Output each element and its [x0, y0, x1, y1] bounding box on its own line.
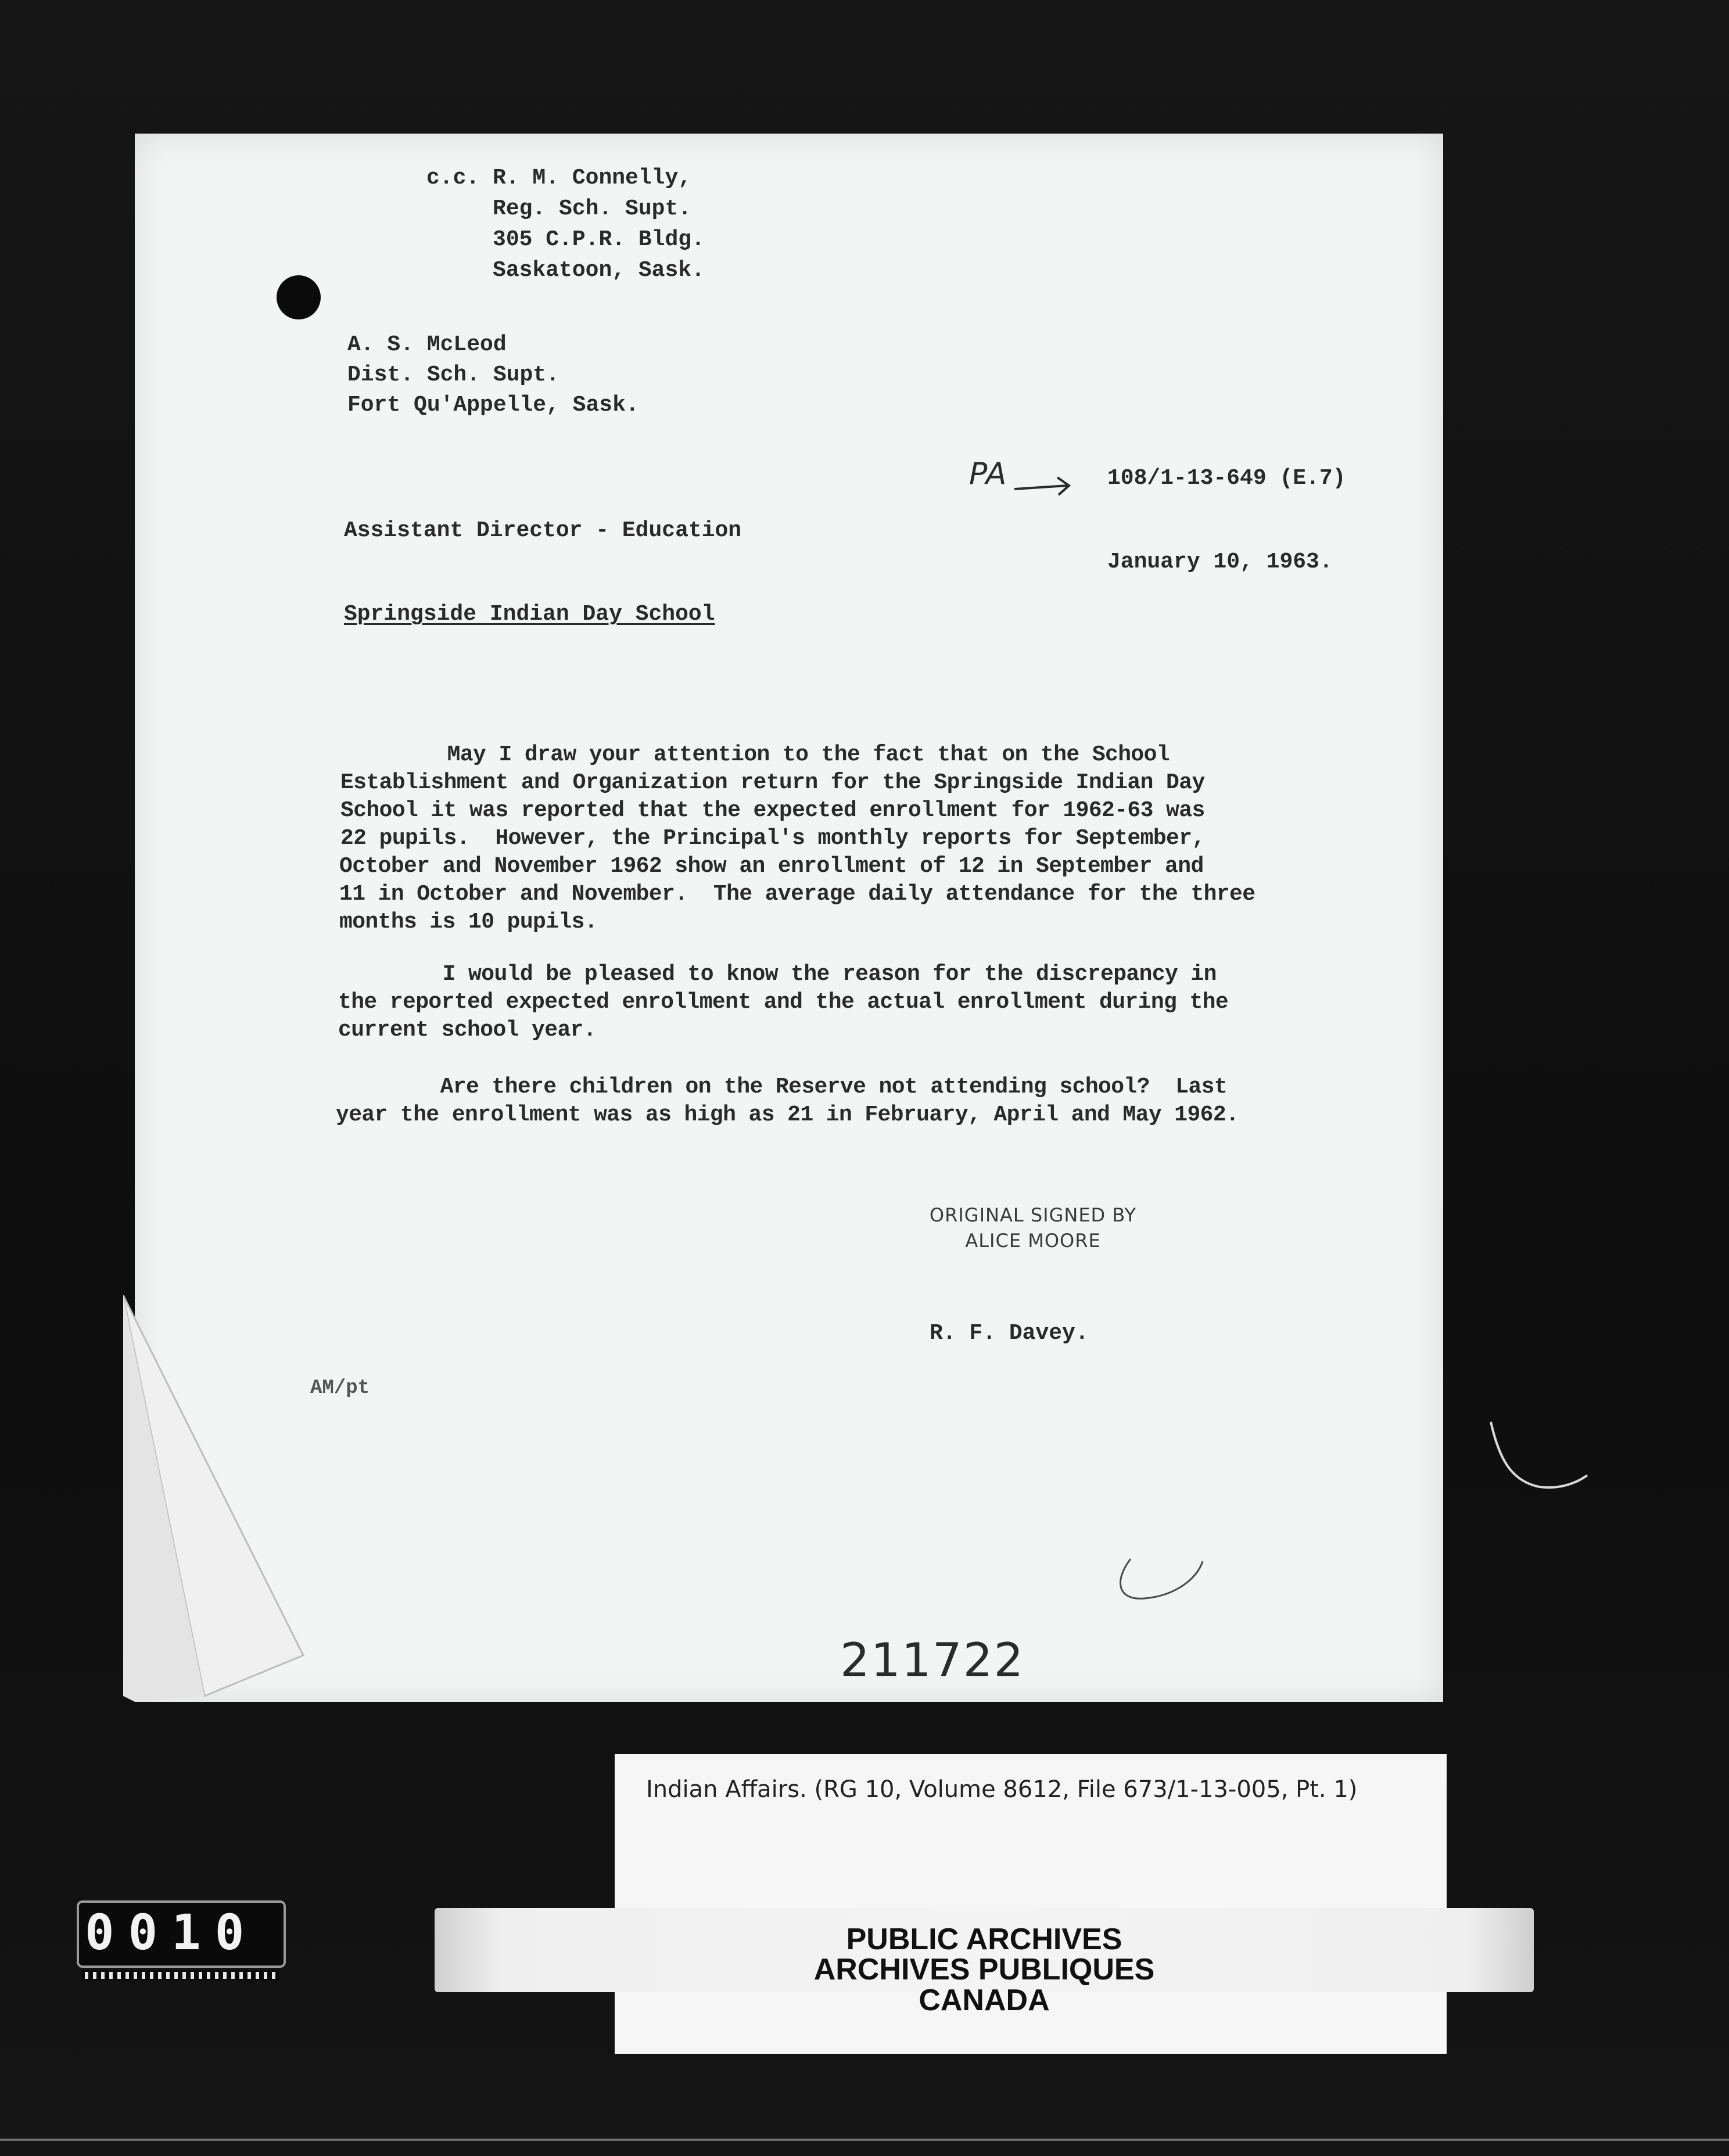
- stamp-line-1: ORIGINAL SIGNED BY: [929, 1204, 1137, 1226]
- punch-hole: [277, 275, 321, 319]
- archive-line-1: PUBLIC ARCHIVES: [846, 1923, 1122, 1956]
- paragraph-2-line-1: I would be pleased to know the reason for the discrepancy in: [339, 962, 1217, 987]
- recipient-location: Fort Qu'Appelle, Sask.: [347, 393, 639, 418]
- cc-line-1: c.c. R. M. Connelly,: [426, 166, 692, 191]
- pencil-mark: [1110, 1545, 1208, 1609]
- citation-text: Indian Affairs. (RG 10, Volume 8612, File 673/1-13-005, Pt. 1): [646, 1776, 1358, 1803]
- paragraph-3-line-2: year the enrollment was as high as 21 in February, April and May 1962.: [336, 1102, 1239, 1127]
- paragraph-1-line-6: 11 in October and November. The average daily attendance for the three: [339, 882, 1256, 907]
- letter-date: January 10, 1963.: [1107, 549, 1333, 574]
- subject-line: Springside Indian Day School: [344, 602, 715, 627]
- paragraph-1-line-4: 22 pupils. However, the Principal's monthly reports for September,: [340, 826, 1205, 851]
- paragraph-1-line-2: Establishment and Organization return for the Springside Indian Day: [340, 770, 1205, 795]
- cc-line-2: Reg. Sch. Supt.: [426, 196, 692, 221]
- film-edge-rule: [0, 2139, 1729, 2141]
- recipient-title: Dist. Sch. Supt.: [347, 362, 559, 387]
- stamp-line-2: ALICE MOORE: [965, 1230, 1101, 1252]
- paragraph-1-line-1: May I draw your attention to the fact that on the School: [344, 742, 1170, 767]
- paragraph-1-line-7: months is 10 pupils.: [339, 910, 598, 935]
- paragraph-1-line-5: October and November 1962 show an enrollment of 12 in September and: [339, 854, 1204, 879]
- paragraph-2-line-2: the reported expected enrollment and the actual enrollment during the: [338, 990, 1229, 1015]
- pencil-mark: [1487, 1417, 1592, 1510]
- sender-title: Assistant Director - Education: [344, 518, 742, 543]
- signatory-name: R. F. Davey.: [930, 1321, 1089, 1346]
- archive-line-3: CANADA: [919, 1983, 1050, 2017]
- frame-counter: [77, 1900, 286, 1968]
- original-signed-stamp: [911, 1202, 1155, 1253]
- counter-tick-marks: [81, 1970, 279, 1981]
- paragraph-1-line-3: School it was reported that the expected enrollment for 1962-63 was: [340, 798, 1205, 823]
- paragraph-3-line-1: Are there children on the Reserve not attending school? Last: [337, 1075, 1228, 1099]
- cc-line-3: 305 C.P.R. Bldg.: [426, 227, 705, 252]
- handwritten-number: 211722: [840, 1633, 1025, 1687]
- handwritten-annotation: PA: [969, 457, 1007, 491]
- archive-line-2: ARCHIVES PUBLIQUES: [813, 1953, 1155, 1986]
- paragraph-2-line-3: current school year.: [338, 1018, 597, 1043]
- recipient-name: A. S. McLeod: [347, 332, 507, 357]
- typist-initials: AM/pt: [310, 1377, 370, 1399]
- folded-page-corner: [123, 1295, 315, 1702]
- arrow-right-icon: [1012, 472, 1076, 501]
- file-number: 108/1-13-649 (E.7): [1107, 466, 1346, 491]
- letter-page: [135, 134, 1443, 1702]
- cc-line-4: Saskatoon, Sask.: [426, 258, 705, 283]
- frame-counter-digits: 0010: [85, 1904, 259, 1961]
- archive-label: [435, 1908, 1534, 1992]
